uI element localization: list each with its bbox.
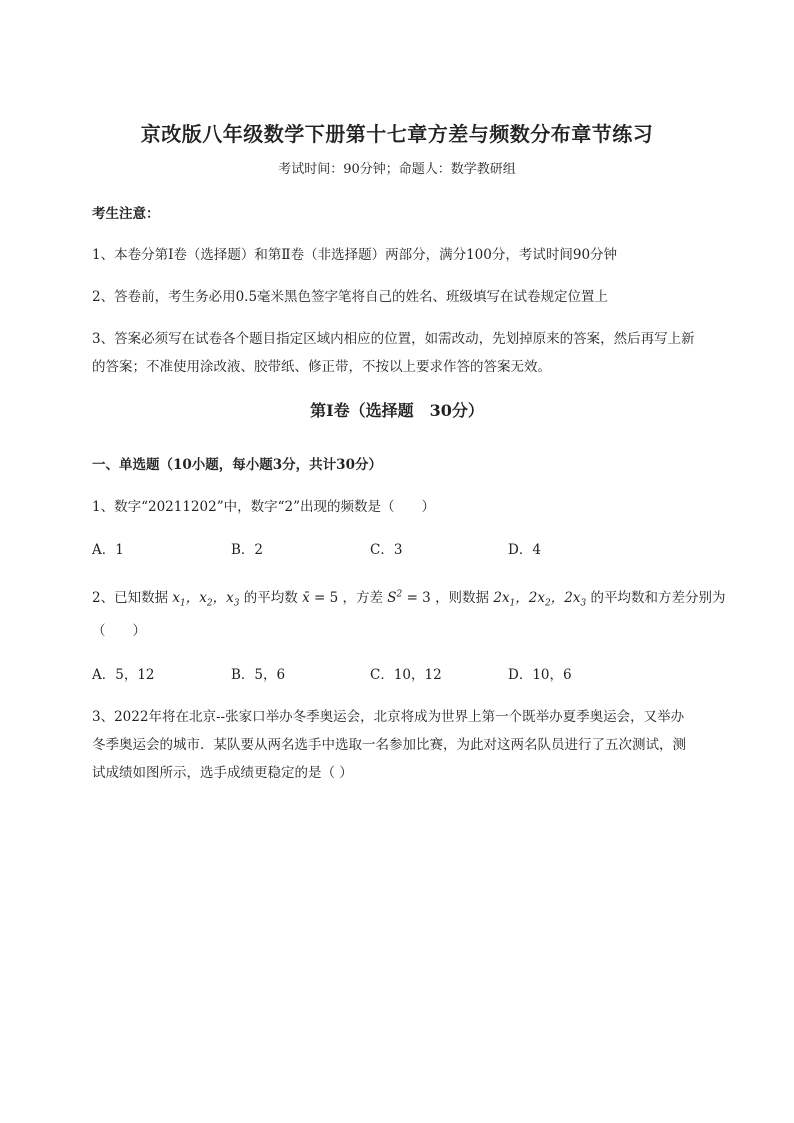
q1-option-c: C．3 — [370, 542, 403, 558]
notice-item-3: 3、答案必须写在试卷各个题目指定区域内相应的位置，如需改动，先划掉原来的答案，然后再写上新 — [92, 331, 695, 347]
question-1-stem: 1、数字“20211202”中，数字“2”出现的频数是（ ） — [92, 499, 435, 515]
q2-option-a: A．5，12 — [92, 667, 155, 683]
question-2-stem-line2: （ ） — [92, 623, 146, 639]
notice-item-1: 1、本卷分第I卷（选择题）和第Ⅱ卷（非选择题）两部分，满分100分，考试时间90分钟 — [92, 247, 618, 263]
notice-item-2: 2、答卷前，考生务必用0.5毫米黑色签字笔将自己的姓名、班级填写在试卷规定位置上 — [92, 289, 609, 305]
q2-var-eq: = 3 — [406, 590, 431, 606]
q2-mean-eq: = 5 — [313, 590, 339, 606]
notice-item-3-cont: 的答案；不准使用涂改液、胶带纸、修正带，不按以上要求作答的答案无效。 — [92, 359, 551, 375]
notice-heading: 考生注意： — [92, 206, 160, 222]
q2-data-vars: $x_1$，$x_2$，$x_3$ — [172, 590, 240, 609]
q2-stem-mid2: ，方差 — [342, 590, 383, 606]
page-title: 京改版八年级数学下册第十七章方差与频数分布章节练习 — [140, 122, 654, 146]
q1-option-a: A．1 — [92, 542, 124, 558]
q2-option-d: D．10，6 — [508, 667, 572, 683]
question-3-line-2: 冬季奥运会的城市．某队要从两名选手中选取一名参加比赛，为此对这两名队员进行了五次测试，测 — [92, 737, 686, 753]
q1-option-b: B．2 — [231, 542, 264, 558]
q2-stem-mid3: ，则数据 — [435, 590, 490, 606]
q1-option-d: D．4 — [508, 542, 541, 558]
q2-var-symbol: $S^2$ — [387, 589, 403, 606]
question-3-line-1: 3、2022年将在北京--张家口举办冬季奥运会，北京将成为世界上第一个既举办夏季奥运会，又举办 — [92, 709, 685, 725]
q2-stem-mid1: 的平均数 — [243, 590, 298, 606]
q2-option-b: B．5，6 — [231, 667, 286, 683]
page-subtitle: 考试时间：90分钟；命题人：数学教研组 — [278, 162, 516, 177]
question-3-line-3: 试成绩如图所示，选手成绩更稳定的是（ ） — [92, 765, 353, 781]
q2-stem-prefix: 2、已知数据 — [92, 590, 169, 606]
part1-title: 第I卷（选择题 30分） — [310, 401, 484, 420]
question-2-stem — [92, 586, 725, 609]
q2-option-c: C．10，12 — [370, 667, 442, 683]
q2-mean-symbol: x̄ — [302, 590, 310, 606]
section-heading: 一、单选题（10小题，每小题3分，共计30分） — [92, 457, 382, 473]
q2-stem-suffix: 的平均数和方差分别为 — [590, 590, 726, 606]
q2-new-data-vars: $2x_1$，$2x_2$，$2x_3$ — [493, 590, 587, 609]
